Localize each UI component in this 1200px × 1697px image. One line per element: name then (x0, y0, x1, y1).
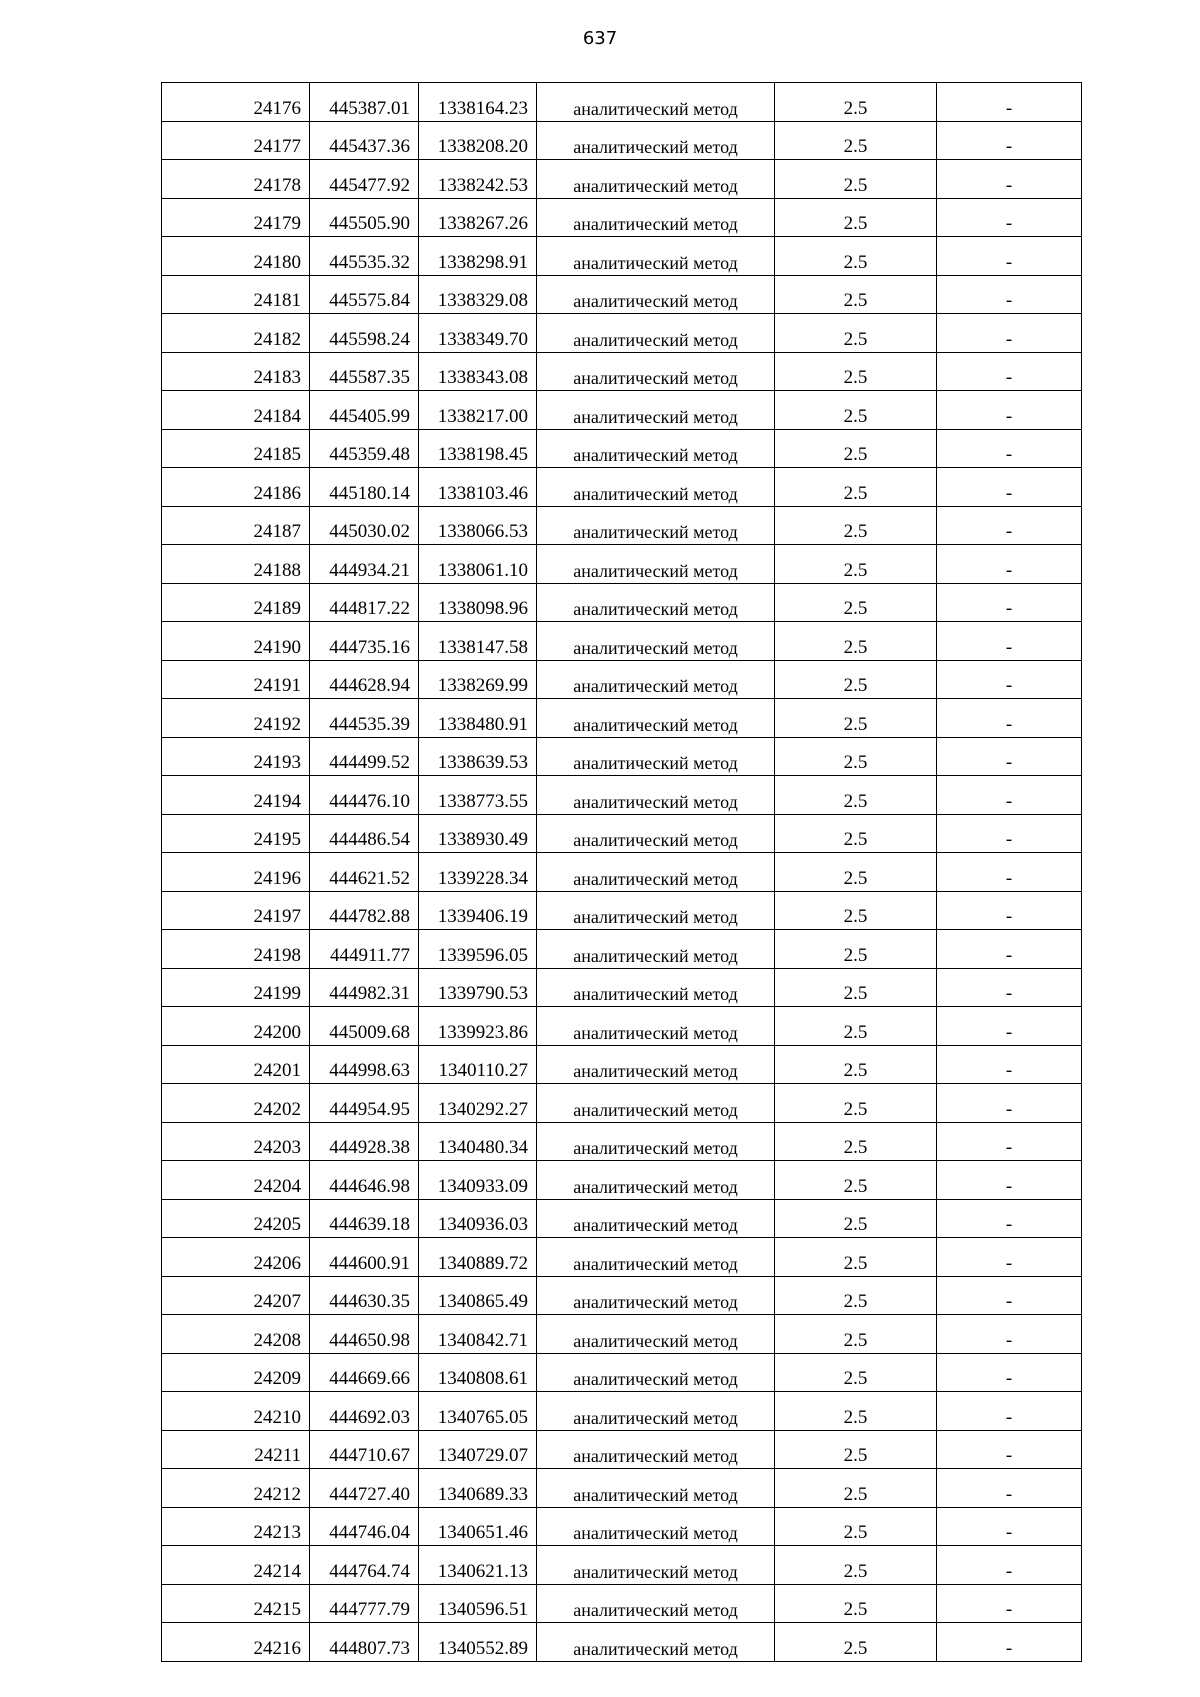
point-number-cell: 24196 (162, 853, 310, 892)
y-coordinate-cell: 1338329.08 (419, 275, 537, 314)
point-number-cell: 24179 (162, 198, 310, 237)
table-row (162, 1199, 1082, 1238)
point-number-cell: 24181 (162, 275, 310, 314)
accuracy-cell: 2.5 (775, 699, 937, 738)
x-coordinate-cell: 444669.66 (310, 1353, 419, 1392)
x-coordinate-cell: 444782.88 (310, 891, 419, 930)
note-cell: - (937, 1007, 1082, 1046)
x-coordinate-cell: 444817.22 (310, 583, 419, 622)
method-cell: аналитический метод (537, 468, 775, 507)
point-number-cell: 24191 (162, 660, 310, 699)
point-number-cell: 24212 (162, 1469, 310, 1508)
method-cell: аналитический метод (537, 160, 775, 199)
y-coordinate-cell: 1340889.72 (419, 1238, 537, 1277)
y-coordinate-cell: 1338349.70 (419, 314, 537, 353)
method-cell: аналитический метод (537, 737, 775, 776)
method-cell: аналитический метод (537, 1122, 775, 1161)
table-row (162, 468, 1082, 507)
method-cell: аналитический метод (537, 1584, 775, 1623)
x-coordinate-cell: 444710.67 (310, 1430, 419, 1469)
note-cell: - (937, 314, 1082, 353)
point-number-cell: 24214 (162, 1546, 310, 1585)
point-number-cell: 24204 (162, 1161, 310, 1200)
table-row (162, 275, 1082, 314)
y-coordinate-cell: 1338164.23 (419, 83, 537, 122)
note-cell: - (937, 583, 1082, 622)
y-coordinate-cell: 1338298.91 (419, 237, 537, 276)
y-coordinate-cell: 1338773.55 (419, 776, 537, 815)
point-number-cell: 24185 (162, 429, 310, 468)
note-cell: - (937, 737, 1082, 776)
x-coordinate-cell: 444600.91 (310, 1238, 419, 1277)
table-row (162, 1469, 1082, 1508)
y-coordinate-cell: 1340480.34 (419, 1122, 537, 1161)
accuracy-cell: 2.5 (775, 314, 937, 353)
method-cell: аналитический метод (537, 776, 775, 815)
table-row (162, 121, 1082, 160)
x-coordinate-cell: 445180.14 (310, 468, 419, 507)
accuracy-cell: 2.5 (775, 1084, 937, 1123)
accuracy-cell: 2.5 (775, 1430, 937, 1469)
method-cell: аналитический метод (537, 237, 775, 276)
accuracy-cell: 2.5 (775, 1161, 937, 1200)
point-number-cell: 24200 (162, 1007, 310, 1046)
y-coordinate-cell: 1340292.27 (419, 1084, 537, 1123)
accuracy-cell: 2.5 (775, 891, 937, 930)
table-row (162, 1623, 1082, 1662)
x-coordinate-cell: 444777.79 (310, 1584, 419, 1623)
accuracy-cell: 2.5 (775, 391, 937, 430)
point-number-cell: 24189 (162, 583, 310, 622)
point-number-cell: 24177 (162, 121, 310, 160)
table-row (162, 853, 1082, 892)
x-coordinate-cell: 444650.98 (310, 1315, 419, 1354)
accuracy-cell: 2.5 (775, 160, 937, 199)
accuracy-cell: 2.5 (775, 275, 937, 314)
method-cell: аналитический метод (537, 814, 775, 853)
x-coordinate-cell: 445437.36 (310, 121, 419, 160)
point-number-cell: 24178 (162, 160, 310, 199)
note-cell: - (937, 506, 1082, 545)
point-number-cell: 24205 (162, 1199, 310, 1238)
note-cell: - (937, 391, 1082, 430)
method-cell: аналитический метод (537, 429, 775, 468)
table-row (162, 1315, 1082, 1354)
table-row (162, 1507, 1082, 1546)
table-row (162, 352, 1082, 391)
y-coordinate-cell: 1338208.20 (419, 121, 537, 160)
note-cell: - (937, 699, 1082, 738)
y-coordinate-cell: 1338480.91 (419, 699, 537, 738)
note-cell: - (937, 853, 1082, 892)
method-cell: аналитический метод (537, 1469, 775, 1508)
x-coordinate-cell: 444499.52 (310, 737, 419, 776)
accuracy-cell: 2.5 (775, 1469, 937, 1508)
method-cell: аналитический метод (537, 1045, 775, 1084)
table-row (162, 1353, 1082, 1392)
x-coordinate-cell: 444911.77 (310, 930, 419, 969)
y-coordinate-cell: 1340552.89 (419, 1623, 537, 1662)
method-cell: аналитический метод (537, 1007, 775, 1046)
y-coordinate-cell: 1338103.46 (419, 468, 537, 507)
point-number-cell: 24201 (162, 1045, 310, 1084)
method-cell: аналитический метод (537, 506, 775, 545)
x-coordinate-cell: 444646.98 (310, 1161, 419, 1200)
method-cell: аналитический метод (537, 198, 775, 237)
point-number-cell: 24213 (162, 1507, 310, 1546)
page-number: 637 (582, 28, 618, 49)
y-coordinate-cell: 1338267.26 (419, 198, 537, 237)
table-row (162, 545, 1082, 584)
x-coordinate-cell: 444998.63 (310, 1045, 419, 1084)
method-cell: аналитический метод (537, 968, 775, 1007)
accuracy-cell: 2.5 (775, 776, 937, 815)
accuracy-cell: 2.5 (775, 737, 937, 776)
note-cell: - (937, 1623, 1082, 1662)
table-row (162, 699, 1082, 738)
table-row (162, 1122, 1082, 1161)
y-coordinate-cell: 1340110.27 (419, 1045, 537, 1084)
method-cell: аналитический метод (537, 314, 775, 353)
table-row (162, 1430, 1082, 1469)
accuracy-cell: 2.5 (775, 1007, 937, 1046)
point-number-cell: 24184 (162, 391, 310, 430)
method-cell: аналитический метод (537, 699, 775, 738)
note-cell: - (937, 83, 1082, 122)
method-cell: аналитический метод (537, 622, 775, 661)
y-coordinate-cell: 1338930.49 (419, 814, 537, 853)
table-row (162, 968, 1082, 1007)
note-cell: - (937, 1045, 1082, 1084)
method-cell: аналитический метод (537, 1315, 775, 1354)
accuracy-cell: 2.5 (775, 1315, 937, 1354)
y-coordinate-cell: 1340808.61 (419, 1353, 537, 1392)
y-coordinate-cell: 1340936.03 (419, 1199, 537, 1238)
y-coordinate-cell: 1338198.45 (419, 429, 537, 468)
point-number-cell: 24215 (162, 1584, 310, 1623)
note-cell: - (937, 1122, 1082, 1161)
table-row (162, 776, 1082, 815)
table-row (162, 429, 1082, 468)
x-coordinate-cell: 444727.40 (310, 1469, 419, 1508)
y-coordinate-cell: 1339406.19 (419, 891, 537, 930)
x-coordinate-cell: 444735.16 (310, 622, 419, 661)
table-row (162, 737, 1082, 776)
note-cell: - (937, 1546, 1082, 1585)
y-coordinate-cell: 1338147.58 (419, 622, 537, 661)
note-cell: - (937, 622, 1082, 661)
note-cell: - (937, 968, 1082, 1007)
method-cell: аналитический метод (537, 1430, 775, 1469)
method-cell: аналитический метод (537, 891, 775, 930)
x-coordinate-cell: 444954.95 (310, 1084, 419, 1123)
y-coordinate-cell: 1340842.71 (419, 1315, 537, 1354)
note-cell: - (937, 1238, 1082, 1277)
point-number-cell: 24208 (162, 1315, 310, 1354)
method-cell: аналитический метод (537, 583, 775, 622)
x-coordinate-cell: 445575.84 (310, 275, 419, 314)
accuracy-cell: 2.5 (775, 622, 937, 661)
note-cell: - (937, 275, 1082, 314)
table-row (162, 814, 1082, 853)
accuracy-cell: 2.5 (775, 1122, 937, 1161)
x-coordinate-cell: 444807.73 (310, 1623, 419, 1662)
method-cell: аналитический метод (537, 930, 775, 969)
method-cell: аналитический метод (537, 1623, 775, 1662)
table-row (162, 198, 1082, 237)
point-number-cell: 24192 (162, 699, 310, 738)
accuracy-cell: 2.5 (775, 1045, 937, 1084)
point-number-cell: 24186 (162, 468, 310, 507)
table-row (162, 660, 1082, 699)
table-row (162, 1007, 1082, 1046)
x-coordinate-cell: 445505.90 (310, 198, 419, 237)
note-cell: - (937, 1161, 1082, 1200)
method-cell: аналитический метод (537, 660, 775, 699)
accuracy-cell: 2.5 (775, 1392, 937, 1431)
note-cell: - (937, 468, 1082, 507)
table-row (162, 1084, 1082, 1123)
method-cell: аналитический метод (537, 1238, 775, 1277)
x-coordinate-cell: 445587.35 (310, 352, 419, 391)
table-row (162, 83, 1082, 122)
point-number-cell: 24206 (162, 1238, 310, 1277)
method-cell: аналитический метод (537, 1353, 775, 1392)
table-row (162, 1238, 1082, 1277)
method-cell: аналитический метод (537, 121, 775, 160)
accuracy-cell: 2.5 (775, 660, 937, 699)
note-cell: - (937, 1507, 1082, 1546)
x-coordinate-cell: 444628.94 (310, 660, 419, 699)
y-coordinate-cell: 1338242.53 (419, 160, 537, 199)
point-number-cell: 24188 (162, 545, 310, 584)
x-coordinate-cell: 445535.32 (310, 237, 419, 276)
accuracy-cell: 2.5 (775, 583, 937, 622)
y-coordinate-cell: 1338639.53 (419, 737, 537, 776)
y-coordinate-cell: 1340729.07 (419, 1430, 537, 1469)
note-cell: - (937, 1353, 1082, 1392)
note-cell: - (937, 1315, 1082, 1354)
y-coordinate-cell: 1339596.05 (419, 930, 537, 969)
accuracy-cell: 2.5 (775, 968, 937, 1007)
accuracy-cell: 2.5 (775, 1546, 937, 1585)
accuracy-cell: 2.5 (775, 429, 937, 468)
method-cell: аналитический метод (537, 1084, 775, 1123)
table-row (162, 1584, 1082, 1623)
method-cell: аналитический метод (537, 853, 775, 892)
note-cell: - (937, 891, 1082, 930)
point-number-cell: 24180 (162, 237, 310, 276)
y-coordinate-cell: 1338269.99 (419, 660, 537, 699)
accuracy-cell: 2.5 (775, 1276, 937, 1315)
x-coordinate-cell: 445405.99 (310, 391, 419, 430)
y-coordinate-cell: 1340621.13 (419, 1546, 537, 1585)
x-coordinate-cell: 445030.02 (310, 506, 419, 545)
method-cell: аналитический метод (537, 1392, 775, 1431)
point-number-cell: 24195 (162, 814, 310, 853)
accuracy-cell: 2.5 (775, 1353, 937, 1392)
point-number-cell: 24194 (162, 776, 310, 815)
x-coordinate-cell: 445387.01 (310, 83, 419, 122)
y-coordinate-cell: 1338061.10 (419, 545, 537, 584)
table-row (162, 1392, 1082, 1431)
table-row (162, 1276, 1082, 1315)
x-coordinate-cell: 444982.31 (310, 968, 419, 1007)
point-number-cell: 24193 (162, 737, 310, 776)
accuracy-cell: 2.5 (775, 814, 937, 853)
note-cell: - (937, 545, 1082, 584)
accuracy-cell: 2.5 (775, 506, 937, 545)
x-coordinate-cell: 444934.21 (310, 545, 419, 584)
point-number-cell: 24182 (162, 314, 310, 353)
method-cell: аналитический метод (537, 352, 775, 391)
table-row (162, 622, 1082, 661)
accuracy-cell: 2.5 (775, 237, 937, 276)
note-cell: - (937, 1276, 1082, 1315)
note-cell: - (937, 660, 1082, 699)
x-coordinate-cell: 444764.74 (310, 1546, 419, 1585)
note-cell: - (937, 121, 1082, 160)
x-coordinate-cell: 444486.54 (310, 814, 419, 853)
accuracy-cell: 2.5 (775, 930, 937, 969)
note-cell: - (937, 429, 1082, 468)
x-coordinate-cell: 444639.18 (310, 1199, 419, 1238)
y-coordinate-cell: 1339790.53 (419, 968, 537, 1007)
method-cell: аналитический метод (537, 1546, 775, 1585)
point-number-cell: 24209 (162, 1353, 310, 1392)
point-number-cell: 24197 (162, 891, 310, 930)
note-cell: - (937, 1199, 1082, 1238)
x-coordinate-cell: 444535.39 (310, 699, 419, 738)
point-number-cell: 24207 (162, 1276, 310, 1315)
method-cell: аналитический метод (537, 1507, 775, 1546)
y-coordinate-cell: 1340765.05 (419, 1392, 537, 1431)
method-cell: аналитический метод (537, 1276, 775, 1315)
point-number-cell: 24199 (162, 968, 310, 1007)
y-coordinate-cell: 1338217.00 (419, 391, 537, 430)
x-coordinate-cell: 445598.24 (310, 314, 419, 353)
point-number-cell: 24190 (162, 622, 310, 661)
note-cell: - (937, 1469, 1082, 1508)
accuracy-cell: 2.5 (775, 545, 937, 584)
accuracy-cell: 2.5 (775, 1199, 937, 1238)
note-cell: - (937, 930, 1082, 969)
point-number-cell: 24187 (162, 506, 310, 545)
method-cell: аналитический метод (537, 275, 775, 314)
y-coordinate-cell: 1338343.08 (419, 352, 537, 391)
y-coordinate-cell: 1338066.53 (419, 506, 537, 545)
accuracy-cell: 2.5 (775, 1238, 937, 1277)
y-coordinate-cell: 1340596.51 (419, 1584, 537, 1623)
y-coordinate-cell: 1340933.09 (419, 1161, 537, 1200)
point-number-cell: 24202 (162, 1084, 310, 1123)
accuracy-cell: 2.5 (775, 83, 937, 122)
note-cell: - (937, 237, 1082, 276)
y-coordinate-cell: 1340865.49 (419, 1276, 537, 1315)
point-number-cell: 24198 (162, 930, 310, 969)
note-cell: - (937, 1084, 1082, 1123)
note-cell: - (937, 814, 1082, 853)
table-row (162, 506, 1082, 545)
y-coordinate-cell: 1340689.33 (419, 1469, 537, 1508)
accuracy-cell: 2.5 (775, 1623, 937, 1662)
x-coordinate-cell: 445359.48 (310, 429, 419, 468)
point-number-cell: 24183 (162, 352, 310, 391)
y-coordinate-cell: 1340651.46 (419, 1507, 537, 1546)
accuracy-cell: 2.5 (775, 468, 937, 507)
table-row (162, 930, 1082, 969)
x-coordinate-cell: 444692.03 (310, 1392, 419, 1431)
note-cell: - (937, 1430, 1082, 1469)
note-cell: - (937, 776, 1082, 815)
y-coordinate-cell: 1339228.34 (419, 853, 537, 892)
x-coordinate-cell: 444630.35 (310, 1276, 419, 1315)
coordinates-table (161, 82, 1082, 1662)
table-row (162, 1045, 1082, 1084)
coordinates-table-body (162, 83, 1082, 1662)
method-cell: аналитический метод (537, 391, 775, 430)
accuracy-cell: 2.5 (775, 198, 937, 237)
x-coordinate-cell: 444621.52 (310, 853, 419, 892)
x-coordinate-cell: 445009.68 (310, 1007, 419, 1046)
x-coordinate-cell: 444476.10 (310, 776, 419, 815)
note-cell: - (937, 198, 1082, 237)
point-number-cell: 24216 (162, 1623, 310, 1662)
table-row (162, 583, 1082, 622)
y-coordinate-cell: 1338098.96 (419, 583, 537, 622)
method-cell: аналитический метод (537, 83, 775, 122)
table-row (162, 160, 1082, 199)
method-cell: аналитический метод (537, 1199, 775, 1238)
point-number-cell: 24176 (162, 83, 310, 122)
method-cell: аналитический метод (537, 545, 775, 584)
note-cell: - (937, 160, 1082, 199)
x-coordinate-cell: 444746.04 (310, 1507, 419, 1546)
accuracy-cell: 2.5 (775, 1507, 937, 1546)
y-coordinate-cell: 1339923.86 (419, 1007, 537, 1046)
x-coordinate-cell: 444928.38 (310, 1122, 419, 1161)
accuracy-cell: 2.5 (775, 121, 937, 160)
table-row (162, 237, 1082, 276)
method-cell: аналитический метод (537, 1161, 775, 1200)
note-cell: - (937, 352, 1082, 391)
note-cell: - (937, 1392, 1082, 1431)
accuracy-cell: 2.5 (775, 853, 937, 892)
point-number-cell: 24211 (162, 1430, 310, 1469)
table-row (162, 1546, 1082, 1585)
note-cell: - (937, 1584, 1082, 1623)
table-row (162, 314, 1082, 353)
table-row (162, 891, 1082, 930)
point-number-cell: 24203 (162, 1122, 310, 1161)
point-number-cell: 24210 (162, 1392, 310, 1431)
table-row (162, 1161, 1082, 1200)
accuracy-cell: 2.5 (775, 352, 937, 391)
x-coordinate-cell: 445477.92 (310, 160, 419, 199)
table-row (162, 391, 1082, 430)
accuracy-cell: 2.5 (775, 1584, 937, 1623)
